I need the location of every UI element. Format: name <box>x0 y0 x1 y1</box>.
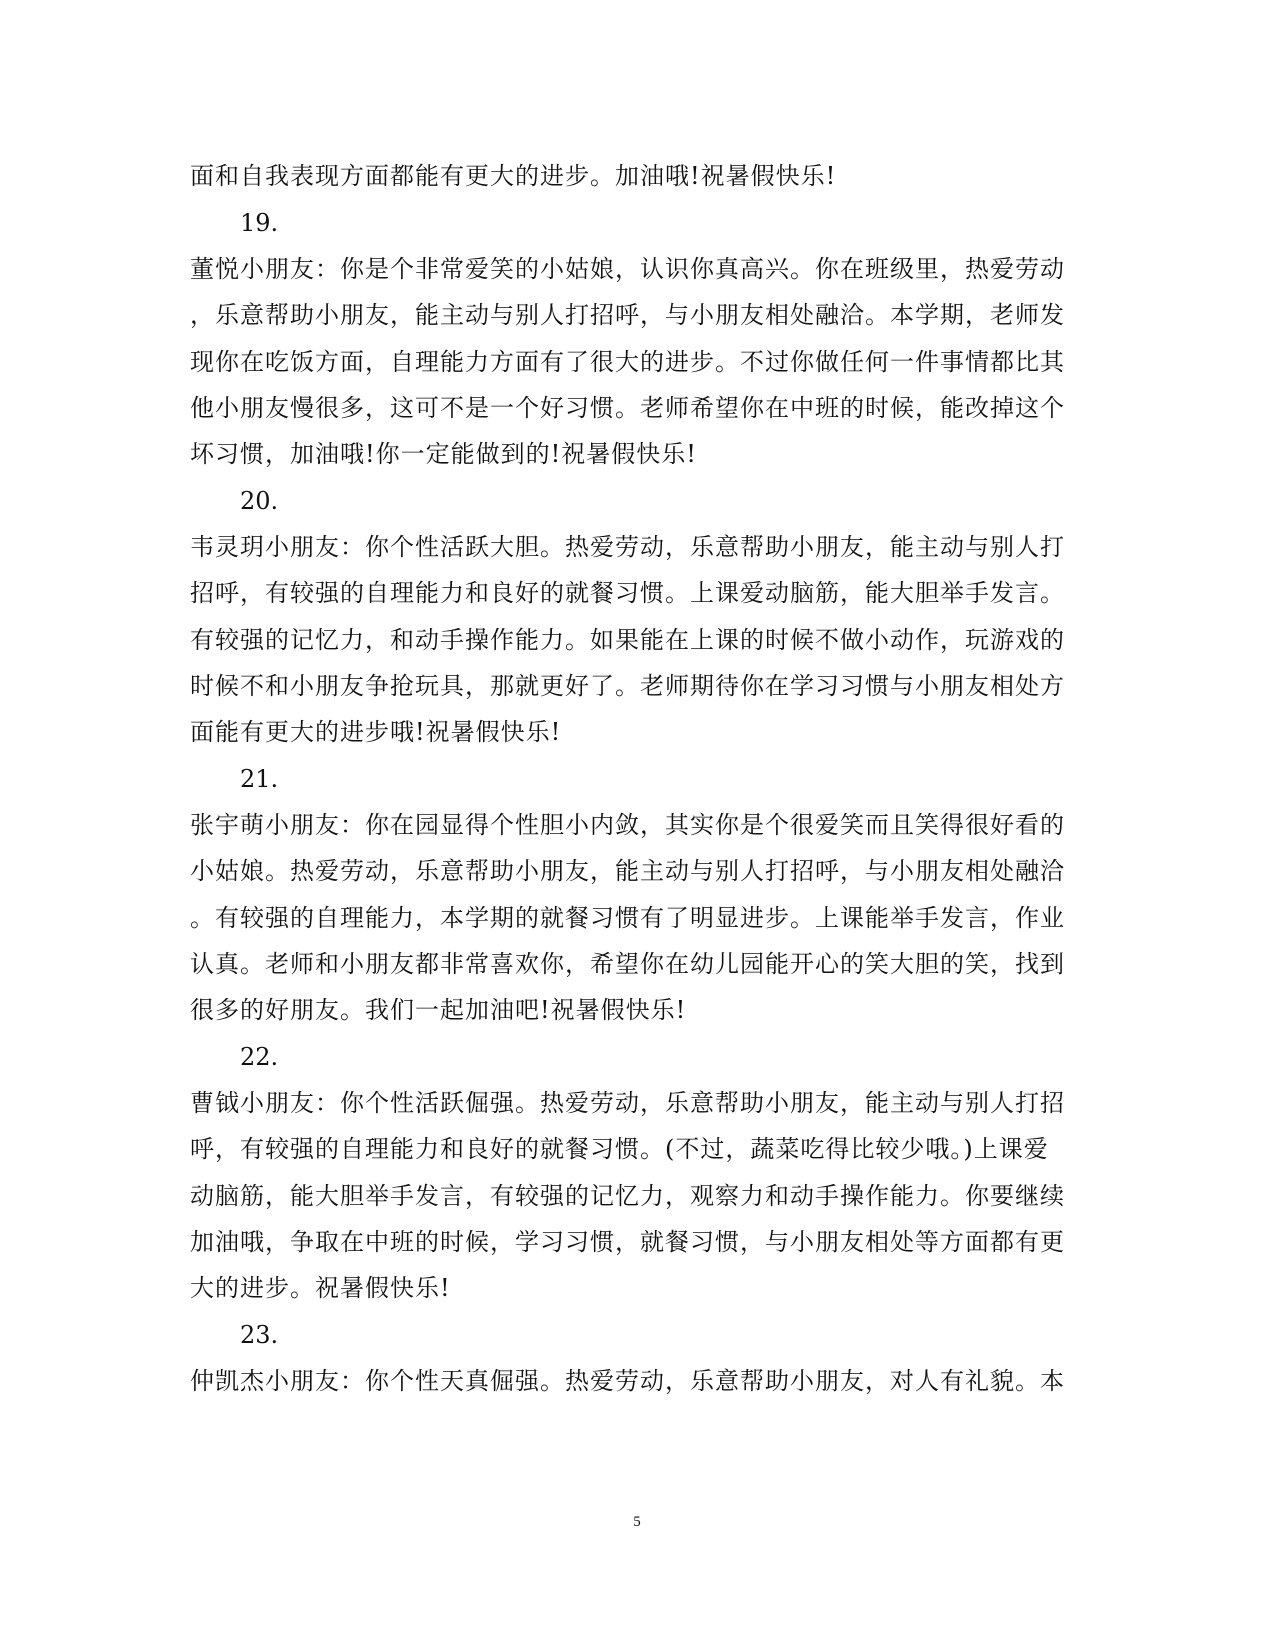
text-line: 认真。老师和小朋友都非常喜欢你，希望你在幼儿园能开心的笑大胆的笑，找到 <box>190 950 1065 978</box>
text-line: 韦灵玥小朋友：你个性活跃大胆。热爱劳动，乐意帮助小朋友，能主动与别人打 <box>190 533 1065 561</box>
text-line: 董悦小朋友：你是个非常爱笑的小姑娘，认识你真高兴。你在班级里，热爱劳动 <box>190 255 1065 283</box>
text-line: 面能有更大的进步哦!祝暑假快乐! <box>190 718 562 746</box>
text-line: 坏习惯，加油哦!你一定能做到的!祝暑假快乐! <box>190 440 697 468</box>
item-number: 23. <box>240 1321 279 1349</box>
item-number: 19. <box>240 209 279 237</box>
item-number: 22. <box>240 1043 279 1071</box>
text-line: 很多的好朋友。我们一起加油吧!祝暑假快乐! <box>190 996 687 1024</box>
text-line: 面和自我表现方面都能有更大的进步。加油哦!祝暑假快乐! <box>190 162 837 190</box>
item-number: 20. <box>240 487 279 515</box>
text-line: 曹钺小朋友：你个性活跃倔强。热爱劳动，乐意帮助小朋友，能主动与别人打招 <box>190 1089 1065 1117</box>
page-number: 5 <box>633 1514 641 1530</box>
text-line: ，乐意帮助小朋友，能主动与别人打招呼，与小朋友相处融洽。本学期，老师发 <box>190 301 1065 329</box>
text-line: 现你在吃饭方面，自理能力方面有了很大的进步。不过你做任何一件事情都比其 <box>190 348 1065 376</box>
text-line: 有较强的记忆力，和动手操作能力。如果能在上课的时候不做小动作，玩游戏的 <box>190 626 1065 654</box>
text-line: 大的进步。祝暑假快乐! <box>190 1274 451 1302</box>
text-line: 张宇萌小朋友：你在园显得个性胆小内敛，其实你是个很爱笑而且笑得很好看的 <box>190 811 1065 839</box>
text-line: 他小朋友慢很多，这可不是一个好习惯。老师希望你在中班的时候，能改掉这个 <box>190 394 1065 422</box>
text-line: 招呼，有较强的自理能力和良好的就餐习惯。上课爱动脑筋，能大胆举手发言。 <box>190 579 1065 607</box>
text-line: 。有较强的自理能力，本学期的就餐习惯有了明显进步。上课能举手发言，作业 <box>190 904 1065 932</box>
text-line: 呼，有较强的自理能力和良好的就餐习惯。(不过，蔬菜吃得比较少哦。)上课爱 <box>190 1135 1049 1163</box>
item-number: 21. <box>240 765 279 793</box>
text-line: 小姑娘。热爱劳动，乐意帮助小朋友，能主动与别人打招呼，与小朋友相处融洽 <box>190 857 1065 885</box>
text-line: 动脑筋，能大胆举手发言，有较强的记忆力，观察力和动手操作能力。你要继续 <box>190 1182 1065 1210</box>
text-line: 仲凯杰小朋友：你个性天真倔强。热爱劳动，乐意帮助小朋友，对人有礼貌。本 <box>190 1367 1065 1395</box>
text-line: 时候不和小朋友争抢玩具，那就更好了。老师期待你在学习习惯与小朋友相处方 <box>190 672 1065 700</box>
text-line: 加油哦，争取在中班的时候，学习习惯，就餐习惯，与小朋友相处等方面都有更 <box>190 1228 1065 1256</box>
